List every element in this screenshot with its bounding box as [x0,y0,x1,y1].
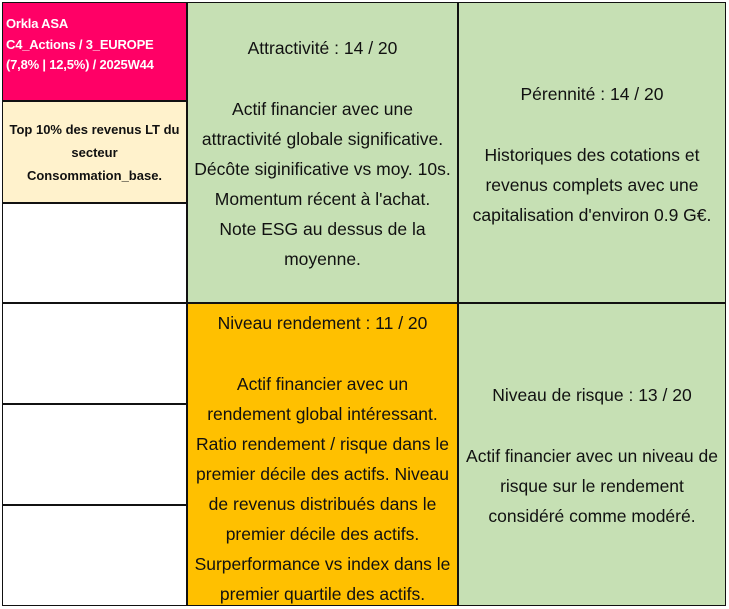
risque-body: Actif financier avec un niveau de risque sur le rendement considéré comme modéré. [466,446,718,526]
asset-metrics: (7,8% | 12,5%) / 2025W44 [6,57,154,72]
risque-title: Niveau de risque : 13 / 20 [492,385,692,405]
company-name: Orkla ASA [6,16,69,31]
risque-card [458,303,726,606]
rendement-title: Niveau rendement : 11 / 20 [217,313,428,333]
empty-cell [2,404,187,505]
empty-cell [2,303,187,404]
rendement-body: Actif financier avec un rendement global intéressant. Ratio rendement / risque dans le premier décile des actifs. Niveau de revenus distribués dans le premier décile des actifs. Surperformance vs index dans le premier quartile des actifs. [194,374,451,604]
perennite-title: Pérennité : 14 / 20 [520,84,664,104]
attractivite-body: Actif financier avec une attractivité globale significative. Décôte siginificative vs moy. 10s. Momentum récent à l'achat. Note ESG au dessus de la moyenne. [194,99,451,269]
perennite-body: Historiques des cotations et revenus complets avec une capitalisation d'environ 0.9 G€. [472,145,712,225]
asset-header [2,2,187,101]
attractivite-title: Attractivité : 14 / 20 [247,38,398,58]
attractivite-card [187,2,458,303]
empty-cell [2,505,187,606]
rendement-card [187,303,458,606]
perennite-card [458,2,726,303]
empty-cell [2,203,187,303]
summary-box [2,101,187,203]
asset-category: C4_Actions / 3_EUROPE [6,36,154,52]
summary-text: Top 10% des revenus LT du secteur Consommation_base. [9,121,180,183]
